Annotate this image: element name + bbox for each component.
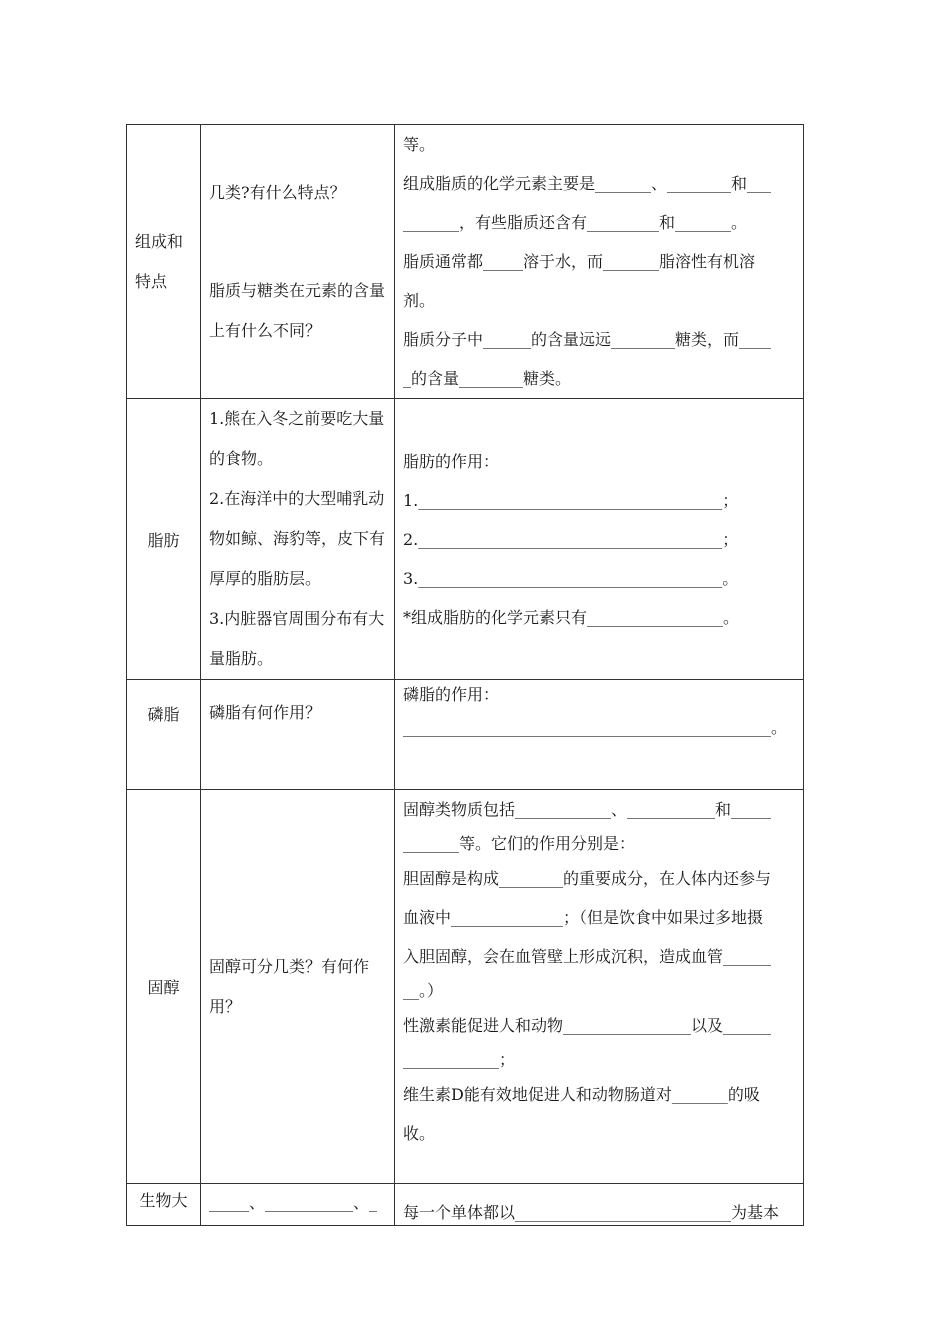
- row-title-sterol: [127, 790, 201, 1184]
- row-title-text: 固醇: [147, 978, 180, 997]
- answer-line: ____________；: [403, 1050, 516, 1069]
- answer-line: 组成脂质的化学元素主要是_______、________和___: [403, 174, 772, 193]
- answer-cell-sterol: [395, 790, 804, 1184]
- answer-line: *组成脂肪的化学元素只有_________________。: [403, 607, 740, 627]
- fact-item: 2.在海洋中的大型哺乳动物如鲸、海豹等，皮下有厚厚的脂肪层。: [209, 489, 386, 588]
- answer-line: 脂质通常都_____溶于水，而_______脂溶性有机溶: [403, 252, 756, 271]
- answer-line: 性激素能促进人和动物________________以及______: [403, 1016, 772, 1035]
- answer-line: 收。: [403, 1124, 436, 1143]
- row-sterol: [127, 790, 804, 1184]
- fact-item: 1.熊在入冬之前要吃大量的食物。: [209, 409, 385, 468]
- question-cell-composition: [201, 125, 395, 399]
- question-cell-phospholipid: [201, 680, 395, 790]
- fact-item: 3.内脏器官周围分布有大量脂肪。: [209, 609, 385, 668]
- row-macromolecule: [127, 1184, 804, 1226]
- row-fat: [127, 399, 804, 680]
- answer-line: _______，有些脂质还含有_________和_______。: [403, 213, 748, 232]
- row-title-line: 特点: [135, 271, 168, 291]
- row-phospholipid: [127, 680, 804, 790]
- answer-cell-fat: [395, 399, 804, 680]
- row-title-text: 脂肪: [147, 530, 180, 550]
- answer-line: 胆固醇是构成________的重要成分，在人体内还参与: [403, 869, 772, 888]
- answer-line: 磷脂的作用：: [403, 685, 500, 704]
- row-title-fat: [127, 399, 201, 680]
- question-cell-sterol: [201, 790, 395, 1184]
- answer-line: 等。: [403, 135, 436, 154]
- facts-cell-fat: [201, 399, 395, 680]
- question-element-content: 脂质与糖类在元素的含量上有什么不同？: [209, 280, 386, 340]
- answer-line: 脂肪的作用：: [403, 451, 500, 471]
- answer-line: 剂。: [403, 291, 436, 310]
- row-title-text: 磷脂: [147, 705, 180, 724]
- question-classes: 几类?有什么特点？: [209, 182, 346, 202]
- question-classes-function: 固醇可分几类？有何作用？: [209, 956, 370, 1016]
- row-title-composition: [127, 125, 201, 399]
- answer-line: _______等。它们的作用分别是：: [403, 834, 636, 853]
- answer-cell-macromolecule: [395, 1184, 804, 1226]
- answer-line: _的含量________糖类。: [403, 369, 572, 388]
- blank-line: _____、___________、_: [209, 1193, 378, 1212]
- answer-line: 1.______________________________________；: [403, 490, 739, 510]
- answer-line: ______________________________________________。: [403, 718, 788, 737]
- row-composition: [127, 125, 804, 399]
- row-title-line: 组成和: [135, 231, 184, 251]
- answer-line: 2.______________________________________；: [403, 529, 739, 549]
- answer-cell-phospholipid: [395, 680, 804, 790]
- question-function: 磷脂有何作用？: [209, 703, 322, 722]
- answer-line: 维生素D能有效地促进人和动物肠道对_______的吸: [403, 1085, 760, 1104]
- answer-line: 每一个单体都以___________________________为基本: [403, 1203, 780, 1222]
- row-title-text: 生物大: [139, 1191, 188, 1210]
- answer-line: __。）: [403, 981, 444, 1000]
- row-title-macromolecule: [127, 1184, 201, 1226]
- worksheet-table: [126, 124, 804, 1226]
- blanks-cell-macromolecule: [201, 1184, 395, 1226]
- row-title-phospholipid: [127, 680, 201, 790]
- answer-line: 3.______________________________________。: [403, 568, 739, 588]
- answer-line: 血液中______________；（但是饮食中如果过多地摄: [403, 908, 764, 927]
- answer-line: 固醇类物质包括____________、___________和_____: [403, 800, 772, 819]
- answer-cell-composition: [395, 125, 804, 399]
- answer-line: 入胆固醇，会在血管壁上形成沉积，造成血管______: [403, 947, 772, 966]
- answer-line: 脂质分子中______的含量远远________糖类，而____: [403, 330, 772, 349]
